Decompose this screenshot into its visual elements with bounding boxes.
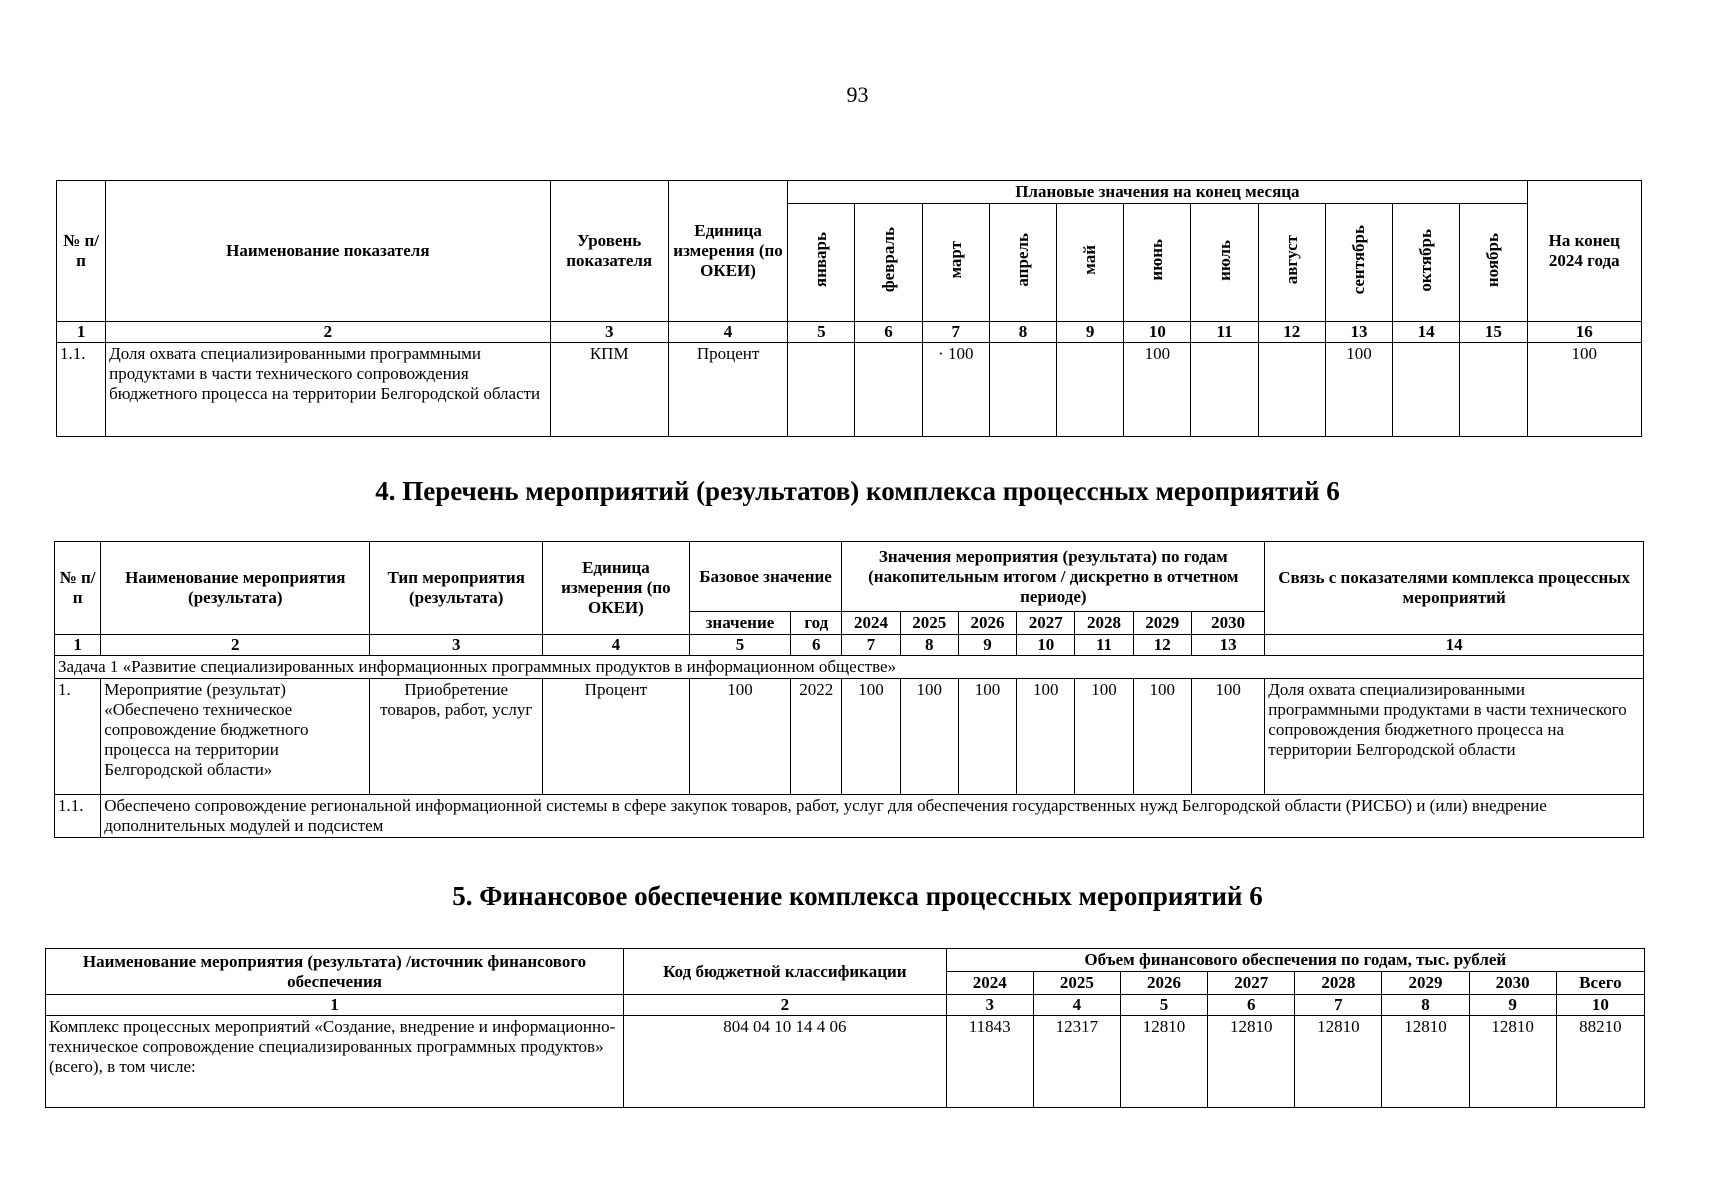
column-number: 1 bbox=[55, 635, 101, 656]
subactivity-text: Обеспечено сопровождение региональной информационной системы в сфере закупок товаров, работ, услуг для обеспечения государственных нужд Белгородской области (РИСБО) и (или) внедрение дополнительных модулей и подсистем bbox=[101, 795, 1644, 838]
year-value: 100 bbox=[1191, 679, 1264, 795]
activity-type: Приобретение товаров, работ, услуг bbox=[370, 679, 543, 795]
header-plan-values: Плановые значения на конец месяца bbox=[788, 181, 1527, 204]
month-value: 100 bbox=[1325, 343, 1392, 437]
column-number: 11 bbox=[1075, 635, 1133, 656]
section-4-title: 4. Перечень мероприятий (результатов) комплекса процессных мероприятий 6 bbox=[375, 476, 1340, 506]
column-number: 7 bbox=[922, 322, 989, 343]
header-values-by-year: Значения мероприятия (результата) по годам (накопительным итогом / дискретно в отчетном периоде) bbox=[842, 542, 1265, 612]
month-value bbox=[855, 343, 922, 437]
header-num: № п/п bbox=[57, 181, 106, 322]
month-label: октябрь bbox=[1416, 228, 1436, 292]
financing-total: 88210 bbox=[1556, 1016, 1644, 1108]
column-number: 13 bbox=[1191, 635, 1264, 656]
header-year: 2029 bbox=[1133, 612, 1191, 635]
column-number: 10 bbox=[1124, 322, 1191, 343]
month-label: январь bbox=[811, 232, 831, 288]
base-year: 2022 bbox=[791, 679, 842, 795]
column-number: 5 bbox=[689, 635, 790, 656]
column-number: 4 bbox=[668, 322, 787, 343]
table-row bbox=[46, 1016, 1645, 1108]
financing-value: 12810 bbox=[1208, 1016, 1295, 1108]
column-number: 8 bbox=[1382, 995, 1469, 1016]
column-number: 1 bbox=[57, 322, 106, 343]
header-unit: Единица измерения (по ОКЕИ) bbox=[543, 542, 690, 635]
activity-unit: Процент bbox=[543, 679, 690, 795]
row-number: 1.1. bbox=[55, 795, 101, 838]
header-budget-code: Код бюджетной классификации bbox=[624, 949, 947, 995]
column-number: 11 bbox=[1191, 322, 1258, 343]
column-number: 5 bbox=[1120, 995, 1207, 1016]
header-year: 2030 bbox=[1191, 612, 1264, 635]
header-base-value-value: значение bbox=[689, 612, 790, 635]
column-number: 16 bbox=[1527, 322, 1641, 343]
budget-code: 804 04 10 14 4 06 bbox=[624, 1016, 947, 1108]
header-year: 2025 bbox=[1033, 972, 1120, 995]
month-label: апрель bbox=[1012, 233, 1032, 287]
indicator-level: КПМ bbox=[550, 343, 668, 437]
month-value bbox=[1258, 343, 1325, 437]
header-month bbox=[1191, 204, 1258, 322]
month-label: май bbox=[1080, 245, 1100, 275]
column-number: 6 bbox=[1208, 995, 1295, 1016]
column-number: 5 bbox=[788, 322, 855, 343]
column-number: 2 bbox=[106, 322, 550, 343]
financing-value: 12810 bbox=[1120, 1016, 1207, 1108]
column-number: 14 bbox=[1265, 635, 1644, 656]
header-year: 2026 bbox=[958, 612, 1016, 635]
table-row bbox=[57, 343, 1642, 437]
column-number: 3 bbox=[550, 322, 668, 343]
header-activity-name: Наименование мероприятия (результата) bbox=[101, 542, 370, 635]
header-year: 2025 bbox=[900, 612, 958, 635]
year-value: 100 bbox=[958, 679, 1016, 795]
header-indicator-name: Наименование показателя bbox=[106, 181, 550, 322]
header-level: Уровень показателя bbox=[550, 181, 668, 322]
header-link: Связь с показателями комплекса процессных мероприятий bbox=[1265, 542, 1644, 635]
column-number: 8 bbox=[989, 322, 1056, 343]
year-value: 100 bbox=[842, 679, 900, 795]
header-year: 2027 bbox=[1017, 612, 1075, 635]
indicator-plan-table bbox=[56, 180, 1642, 437]
column-number: 12 bbox=[1133, 635, 1191, 656]
task-row: Задача 1 «Развитие специализированных информационных программных продуктов в информационном обществе» bbox=[55, 656, 1644, 679]
header-month bbox=[1325, 204, 1392, 322]
column-number: 1 bbox=[46, 995, 624, 1016]
column-number: 8 bbox=[900, 635, 958, 656]
header-activity-type: Тип мероприятия (результата) bbox=[370, 542, 543, 635]
header-year: 2030 bbox=[1469, 972, 1556, 995]
month-label: июнь bbox=[1147, 239, 1167, 281]
linked-indicator: Доля охвата специализированными программными продуктами в части технического сопровождения бюджетного процесса на территории Белгородской области bbox=[1265, 679, 1644, 795]
month-value: 100 bbox=[1124, 343, 1191, 437]
column-number: 6 bbox=[855, 322, 922, 343]
month-label: ноябрь bbox=[1483, 232, 1503, 288]
month-value: · 100 bbox=[922, 343, 989, 437]
header-year: 2026 bbox=[1120, 972, 1207, 995]
column-number: 14 bbox=[1393, 322, 1460, 343]
header-year: 2027 bbox=[1208, 972, 1295, 995]
column-number: 15 bbox=[1460, 322, 1527, 343]
header-total: Всего bbox=[1556, 972, 1644, 995]
financing-value: 12810 bbox=[1469, 1016, 1556, 1108]
table-row bbox=[55, 795, 1644, 838]
column-number: 9 bbox=[1469, 995, 1556, 1016]
row-number: 1. bbox=[55, 679, 101, 795]
year-value: 100 bbox=[1133, 679, 1191, 795]
year-value: 100 bbox=[1017, 679, 1075, 795]
column-number: 2 bbox=[101, 635, 370, 656]
column-number: 10 bbox=[1556, 995, 1644, 1016]
page-number: 93 bbox=[846, 82, 869, 107]
financing-value: 12810 bbox=[1295, 1016, 1382, 1108]
financing-value: 11843 bbox=[946, 1016, 1033, 1108]
year-value: 100 bbox=[900, 679, 958, 795]
header-base-year: год bbox=[791, 612, 842, 635]
indicator-name: Доля охвата специализированными программными продуктами в части технического сопровождения бюджетного процесса на территории Белгородской области bbox=[106, 343, 550, 437]
header-year: 2024 bbox=[842, 612, 900, 635]
month-value bbox=[1393, 343, 1460, 437]
financing-value: 12317 bbox=[1033, 1016, 1120, 1108]
month-label: сентябрь bbox=[1348, 225, 1368, 295]
column-number: 7 bbox=[842, 635, 900, 656]
row-number: 1.1. bbox=[57, 343, 106, 437]
column-number: 7 bbox=[1295, 995, 1382, 1016]
column-number: 9 bbox=[1057, 322, 1124, 343]
table-row bbox=[55, 679, 1644, 795]
section-5-title: 5. Финансовое обеспечение комплекса процессных мероприятий 6 bbox=[452, 881, 1263, 911]
column-number: 2 bbox=[624, 995, 947, 1016]
indicator-unit: Процент bbox=[668, 343, 787, 437]
month-label: февраль bbox=[878, 227, 898, 293]
header-month bbox=[989, 204, 1056, 322]
header-source-name: Наименование мероприятия (результата) /источник финансового обеспечения bbox=[46, 949, 624, 995]
base-value: 100 bbox=[689, 679, 790, 795]
header-month bbox=[922, 204, 989, 322]
activities-table bbox=[54, 541, 1644, 838]
month-value bbox=[1057, 343, 1124, 437]
month-value bbox=[1191, 343, 1258, 437]
header-financing-volume: Объем финансового обеспечения по годам, тыс. рублей bbox=[946, 949, 1644, 972]
column-number: 4 bbox=[1033, 995, 1120, 1016]
header-unit: Единица измерения (по ОКЕИ) bbox=[668, 181, 787, 322]
column-number: 4 bbox=[543, 635, 690, 656]
month-label: июль bbox=[1214, 239, 1234, 281]
header-year: 2028 bbox=[1295, 972, 1382, 995]
header-year: 2028 bbox=[1075, 612, 1133, 635]
column-number: 12 bbox=[1258, 322, 1325, 343]
header-month bbox=[1258, 204, 1325, 322]
end-of-year-value: 100 bbox=[1527, 343, 1641, 437]
financing-table bbox=[45, 948, 1645, 1108]
month-value bbox=[989, 343, 1056, 437]
month-value bbox=[1460, 343, 1527, 437]
complex-name: Комплекс процессных мероприятий «Создание, внедрение и информационно-техническое сопровождение специализированных программных продуктов» (всего), в том числе: bbox=[46, 1016, 624, 1108]
column-number: 3 bbox=[946, 995, 1033, 1016]
header-month bbox=[1057, 204, 1124, 322]
header-month bbox=[855, 204, 922, 322]
header-num: № п/п bbox=[55, 542, 101, 635]
header-end-of-year: На конец 2024 года bbox=[1527, 181, 1641, 322]
header-month bbox=[1124, 204, 1191, 322]
month-label: август bbox=[1281, 235, 1301, 285]
column-number: 10 bbox=[1017, 635, 1075, 656]
column-number: 9 bbox=[958, 635, 1016, 656]
year-value: 100 bbox=[1075, 679, 1133, 795]
header-month bbox=[788, 204, 855, 322]
month-value bbox=[788, 343, 855, 437]
header-base-value: Базовое значение bbox=[689, 542, 842, 612]
header-month bbox=[1460, 204, 1527, 322]
header-year: 2029 bbox=[1382, 972, 1469, 995]
activity-name: Мероприятие (результат) «Обеспечено техническое сопровождение бюджетного процесса на территории Белгородской области» bbox=[101, 679, 370, 795]
header-year: 2024 bbox=[946, 972, 1033, 995]
month-label: март bbox=[945, 241, 965, 279]
header-month bbox=[1393, 204, 1460, 322]
column-number: 13 bbox=[1325, 322, 1392, 343]
column-number: 3 bbox=[370, 635, 543, 656]
column-number: 6 bbox=[791, 635, 842, 656]
financing-value: 12810 bbox=[1382, 1016, 1469, 1108]
